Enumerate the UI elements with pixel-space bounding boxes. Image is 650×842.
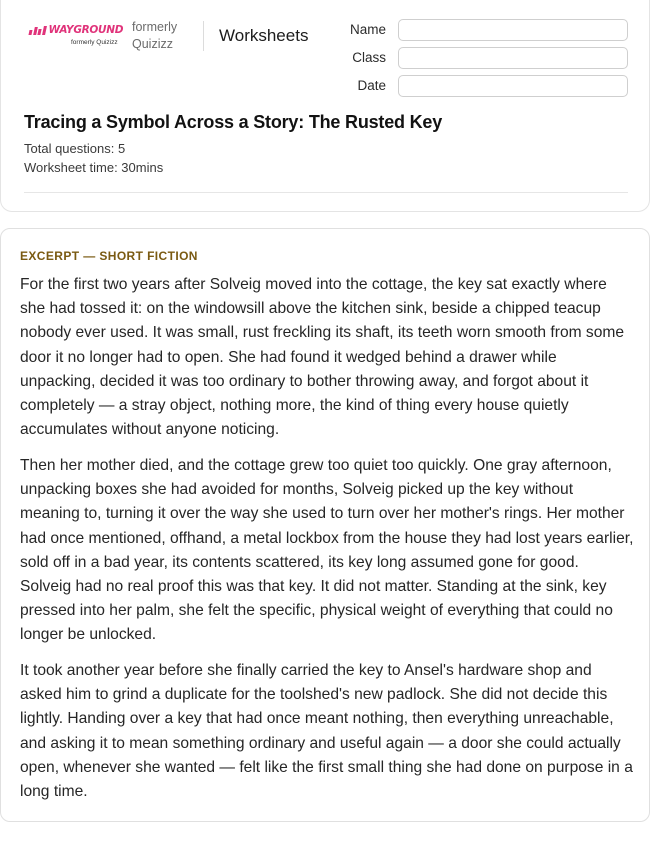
logo-mark-icon	[29, 26, 46, 35]
story-paragraph: It took another year before she finally carried the key to Ansel's hardware shop and asked him to grind a duplicate for the toolshed's new padlock. She did not decide this lightly. Handing over a key that had once meant nothing, then everything unreachable, and asking it to mean something ordinary and useful again — a door she could actually open, whenever she wanted — felt like the first small thing she had done on purpose in a long time.	[20, 662, 633, 801]
app-title: Worksheets	[219, 26, 309, 45]
formerly-line: formerly	[132, 20, 178, 34]
story-paragraph: Then her mother died, and the cottage grew too quiet too quickly. One gray afternoon, unpacking boxes she had avoided for months, Solveig picked up the key without meaning to, turning it over the way she used to turn over her mother's rings. Her mother had once mentioned, offhand, a metal lockbox from the house they had lost years earlier, sold off in a bad year, its contents scattered, its key long assumed gone for good. Solveig had no real proof this was that key. It did not matter. Standing at the sink, key pressed into her palm, she felt the specific, physical weight of everything that could no longer be unlocked.	[20, 456, 634, 644]
story-paragraph: For the first two years after Solveig moved into the cottage, the key sat exactly where she had tossed it: on the windowsill above the kitchen sink, beside a chipped teacup nobody ever used. It was small, rust freckling its shaft, its teeth worn smooth from some door it no longer had to open. She had found it wedged behind a drawer while unpacking, decided it was too ordinary to bother throwing away, and forgot about it completely — a stray object, nothing more, the kind of thing every house quietly accumulates without anyone noticing.	[20, 276, 625, 439]
logo-text: WAYGROUND	[48, 24, 124, 36]
class-field[interactable]	[398, 47, 628, 69]
name-field[interactable]	[398, 19, 628, 41]
formerly-quizizz-note	[132, 19, 177, 53]
total-questions: Total questions: 5	[24, 141, 126, 156]
logo-subtext: formerly Quizizz	[71, 39, 118, 46]
class-label: Class	[352, 50, 386, 65]
header-divider-line	[24, 192, 628, 193]
name-label: Name	[349, 22, 386, 37]
story-text	[20, 273, 634, 816]
quizizz-line: Quizizz	[132, 37, 173, 51]
date-field[interactable]	[398, 75, 628, 97]
worksheet-header	[0, 0, 650, 212]
worksheet-time: Worksheet time: 30mins	[24, 160, 164, 175]
date-label: Date	[357, 78, 386, 93]
header-divider	[203, 21, 204, 51]
wayground-logo[interactable]	[29, 24, 124, 46]
excerpt-card	[0, 228, 650, 822]
excerpt-label: EXCERPT — SHORT FICTION	[20, 249, 198, 263]
worksheet-title: Tracing a Symbol Across a Story: The Rusted Key	[24, 112, 443, 132]
